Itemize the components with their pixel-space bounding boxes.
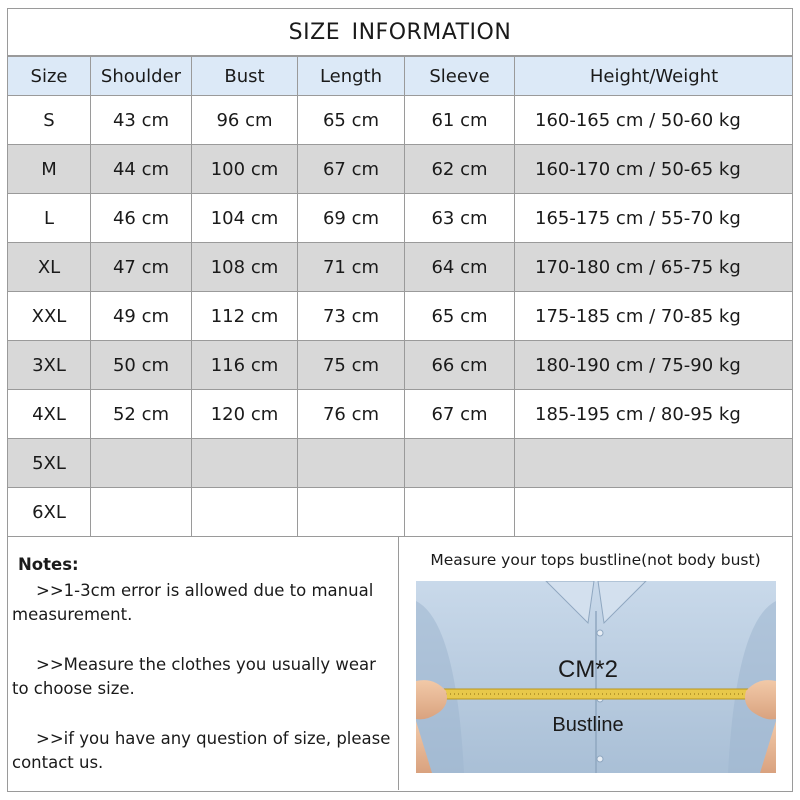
table-row: [8, 488, 794, 537]
header-bust: Bust: [192, 57, 298, 96]
table-row: [8, 341, 794, 390]
shirt-button: [597, 756, 603, 762]
sleeve-cell: 65 cm: [405, 292, 515, 341]
size-cell: S: [8, 96, 91, 145]
size-cell: L: [8, 194, 91, 243]
table-row: [8, 390, 794, 439]
table-row: [8, 96, 794, 145]
length-cell: 69 cm: [298, 194, 405, 243]
height-weight-cell: 170-180 cm / 65-75 kg: [515, 243, 794, 292]
length-cell: 67 cm: [298, 145, 405, 194]
measure-formula: CM*2: [557, 656, 618, 683]
table-row: [8, 194, 794, 243]
sleeve-cell: 67 cm: [405, 390, 515, 439]
size-cell: XXL: [8, 292, 91, 341]
note-item: >>Measure the clothes you usually wear to choose size.: [12, 655, 376, 698]
header-sleeve: Sleeve: [405, 57, 515, 96]
sleeve-cell: [405, 439, 515, 488]
size-cell: 3XL: [8, 341, 91, 390]
size-cell: 4XL: [8, 390, 91, 439]
size-cell: 5XL: [8, 439, 91, 488]
bust-cell: 100 cm: [192, 145, 298, 194]
length-cell: 76 cm: [298, 390, 405, 439]
bust-cell: 120 cm: [192, 390, 298, 439]
bottom-section: [8, 537, 792, 790]
bust-cell: 116 cm: [192, 341, 298, 390]
shoulder-cell: 49 cm: [91, 292, 192, 341]
table-row: [8, 145, 794, 194]
shirt-button: [597, 630, 603, 636]
measure-caption: Measure your tops bustline(not body bust): [430, 551, 761, 569]
size-chart: [7, 8, 793, 792]
bust-cell: [192, 439, 298, 488]
bust-cell: 108 cm: [192, 243, 298, 292]
height-weight-cell: 165-175 cm / 55-70 kg: [515, 194, 794, 243]
size-table: [7, 56, 793, 537]
shoulder-cell: 44 cm: [91, 145, 192, 194]
length-cell: [298, 488, 405, 537]
height-weight-cell: 180-190 cm / 75-90 kg: [515, 341, 794, 390]
notes-title: Notes:: [18, 555, 79, 574]
length-cell: 75 cm: [298, 341, 405, 390]
bust-cell: 112 cm: [192, 292, 298, 341]
chart-title: SIZE INFORMATION: [8, 9, 792, 56]
length-cell: 65 cm: [298, 96, 405, 145]
notes-panel: [8, 537, 399, 790]
table-row: [8, 243, 794, 292]
header-length: Length: [298, 57, 405, 96]
size-cell: M: [8, 145, 91, 194]
height-weight-cell: 185-195 cm / 80-95 kg: [515, 390, 794, 439]
shoulder-cell: 46 cm: [91, 194, 192, 243]
bust-cell: 96 cm: [192, 96, 298, 145]
shoulder-cell: 50 cm: [91, 341, 192, 390]
measure-panel: [399, 537, 792, 790]
height-weight-cell: 160-165 cm / 50-60 kg: [515, 96, 794, 145]
shoulder-cell: [91, 488, 192, 537]
sleeve-cell: 66 cm: [405, 341, 515, 390]
table-header-row: [8, 57, 794, 96]
length-cell: 73 cm: [298, 292, 405, 341]
header-shoulder: Shoulder: [91, 57, 192, 96]
note-item: >>1-3cm error is allowed due to manual measurement.: [12, 581, 374, 624]
bustline-label: Bustline: [551, 714, 624, 736]
size-cell: XL: [8, 243, 91, 292]
bust-cell: [192, 488, 298, 537]
note-item: >>if you have any question of size, please contact us.: [12, 729, 391, 772]
sleeve-cell: 64 cm: [405, 243, 515, 292]
length-cell: [298, 439, 405, 488]
header-size: Size: [8, 57, 91, 96]
table-row: [8, 439, 794, 488]
height-weight-cell: 160-170 cm / 50-65 kg: [515, 145, 794, 194]
length-cell: 71 cm: [298, 243, 405, 292]
sleeve-cell: 63 cm: [405, 194, 515, 243]
sleeve-cell: 62 cm: [405, 145, 515, 194]
shirt-measurement-photo: [416, 581, 776, 773]
height-weight-cell: [515, 488, 794, 537]
header-height-weight: Height/Weight: [515, 57, 794, 96]
shoulder-cell: [91, 439, 192, 488]
bust-cell: 104 cm: [192, 194, 298, 243]
height-weight-cell: 175-185 cm / 70-85 kg: [515, 292, 794, 341]
sleeve-cell: [405, 488, 515, 537]
shoulder-cell: 47 cm: [91, 243, 192, 292]
shoulder-cell: 52 cm: [91, 390, 192, 439]
shoulder-cell: 43 cm: [91, 96, 192, 145]
height-weight-cell: [515, 439, 794, 488]
size-cell: 6XL: [8, 488, 91, 537]
table-row: [8, 292, 794, 341]
sleeve-cell: 61 cm: [405, 96, 515, 145]
